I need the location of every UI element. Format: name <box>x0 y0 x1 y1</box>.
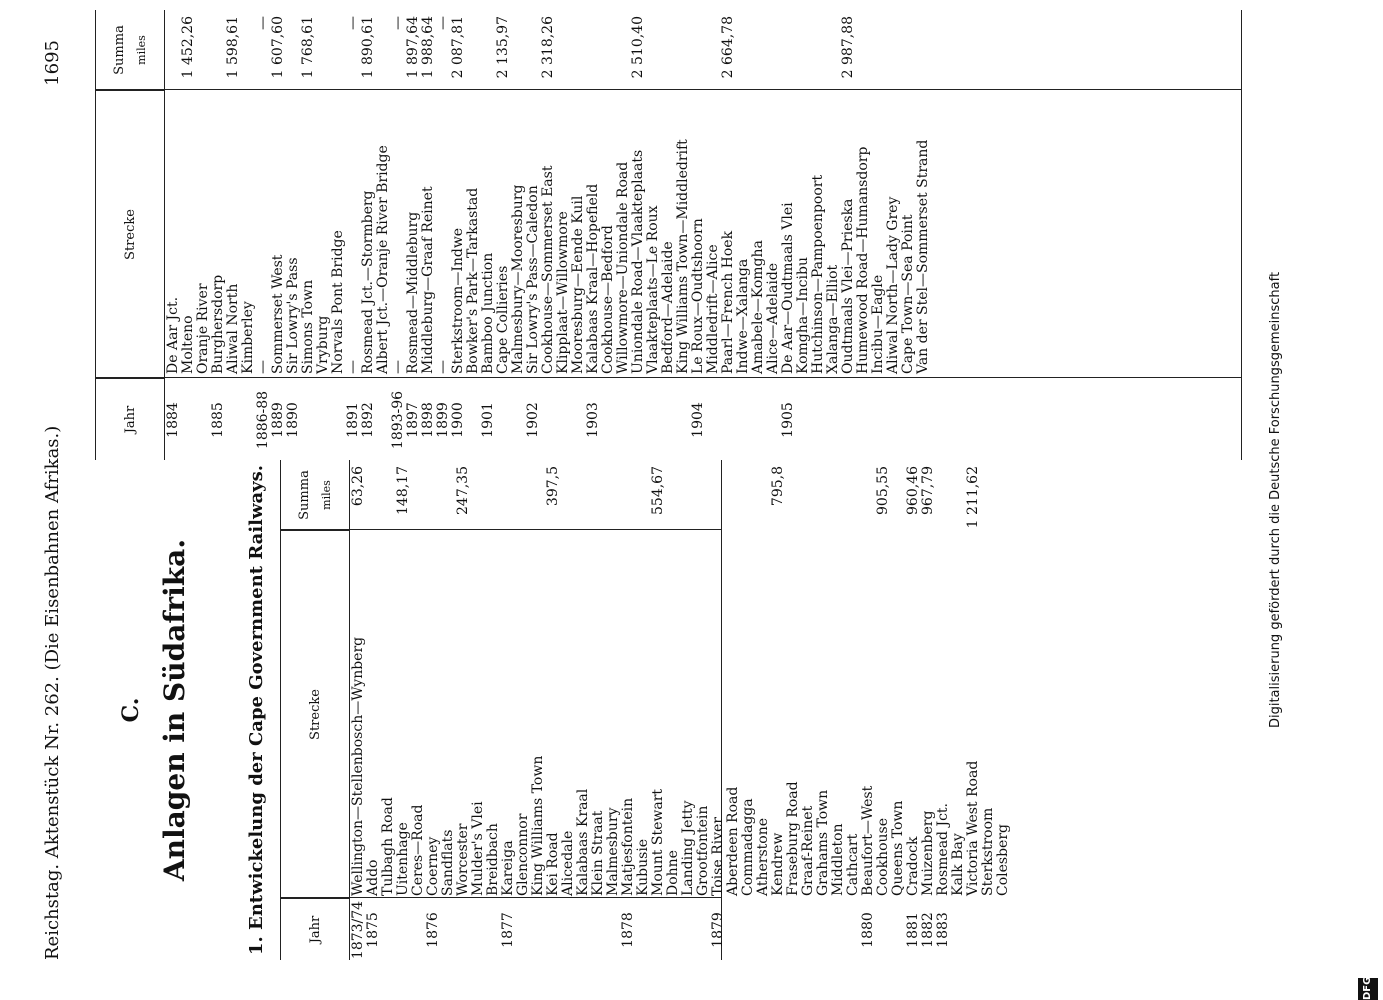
row-route: Bamboo Junction <box>480 252 496 374</box>
row-year: 1904 <box>690 402 706 438</box>
row-route: Simons Town <box>300 279 316 374</box>
row-year: 1892 <box>360 402 376 438</box>
row-sum: — <box>255 16 271 30</box>
table-row <box>391 10 406 460</box>
row-sum: 1 607,60 <box>270 16 286 79</box>
row-sum: 247,35 <box>455 466 471 515</box>
table-row <box>211 10 226 460</box>
row-route: Vryburg <box>315 315 331 374</box>
row-route: Ceres—Road <box>410 804 426 896</box>
table-right-rows <box>166 10 931 460</box>
table-row <box>361 10 376 460</box>
row-sum: — <box>345 16 361 30</box>
row-route: — <box>255 360 271 374</box>
row-route: Worcester <box>455 823 471 896</box>
table-row <box>646 10 661 460</box>
row-year: 1881 <box>905 912 921 948</box>
row-route: Tulbagh Road <box>380 797 396 896</box>
table-row <box>631 10 646 460</box>
table-row <box>901 10 916 460</box>
table-row <box>556 10 571 460</box>
table-row <box>586 10 601 460</box>
row-route: Rosmead Jct. <box>935 802 951 896</box>
col-year: Jahr <box>96 378 164 460</box>
table-row <box>351 460 366 960</box>
table-row <box>376 10 391 460</box>
table-row <box>571 10 586 460</box>
table-row <box>271 10 286 460</box>
col-sum-label: Summa <box>297 470 312 520</box>
table-row <box>411 460 426 960</box>
row-year: 1902 <box>525 402 541 438</box>
row-route: Le Roux—Oudtshoorn <box>690 218 706 374</box>
row-route: Sandflats <box>440 829 456 896</box>
table-row <box>696 460 711 960</box>
row-route: Aberdeen Road <box>725 786 741 896</box>
row-route: Rosmead Jct.—Stormberg <box>360 190 376 374</box>
table-row <box>241 10 256 460</box>
row-route: Kalabaas Kraal <box>575 788 591 896</box>
table-row <box>531 460 546 960</box>
table-left-rows <box>351 460 1011 960</box>
row-route: Cape Town—Sea Point <box>900 214 916 374</box>
table-row <box>456 460 471 960</box>
row-route: Sir Lowry's Pass <box>285 257 301 374</box>
row-year: 1877 <box>500 912 516 948</box>
row-year: 1905 <box>780 402 796 438</box>
table-row <box>996 460 1011 960</box>
table-row <box>516 460 531 960</box>
table-row <box>331 10 346 460</box>
table-row <box>721 10 736 460</box>
table-row <box>801 460 816 960</box>
table-row <box>346 10 361 460</box>
row-sum: 2 510,40 <box>630 16 646 79</box>
table-row <box>486 460 501 960</box>
row-route: Glenconnor <box>515 813 531 896</box>
table-row <box>891 460 906 960</box>
row-route: Mulder's Vlei <box>470 801 486 896</box>
table-row <box>786 460 801 960</box>
table-row <box>921 460 936 960</box>
table-row <box>846 460 861 960</box>
row-sum: — <box>435 16 451 30</box>
row-route: Aliwal North—Lady Grey <box>885 196 901 374</box>
row-sum: 2 135,97 <box>495 16 511 79</box>
row-route: Dohne <box>665 850 681 896</box>
table-row <box>841 10 856 460</box>
table-row <box>781 10 796 460</box>
row-year: 1885 <box>210 402 226 438</box>
row-route: Cathcart <box>845 833 861 896</box>
table-row <box>301 10 316 460</box>
row-sum: 1 890,61 <box>360 16 376 79</box>
row-route: Kalk Bay <box>950 833 966 896</box>
table-left-header <box>281 460 350 960</box>
row-route: Queens Town <box>890 800 906 896</box>
row-route: Middleton <box>830 823 846 896</box>
row-route: Uniondale Road—Vlaakteplaats <box>630 149 646 374</box>
row-sum: 2 087,81 <box>450 16 466 79</box>
row-sum: 1 768,61 <box>300 16 316 79</box>
table-row <box>501 460 516 960</box>
row-sum: 63,26 <box>350 466 366 507</box>
row-route: Landing Jetty <box>680 800 696 896</box>
table-row <box>366 460 381 960</box>
header-left: Reichstag. Aktenstück Nr. 262. (Die Eisenbahnen Afrikas.) <box>42 425 63 960</box>
row-route: Sterkstroom <box>980 807 996 896</box>
table-row <box>766 10 781 460</box>
row-sum: — <box>390 16 406 30</box>
row-sum: 2 318,26 <box>540 16 556 79</box>
row-sum: 1 988,64 <box>420 16 436 79</box>
row-route: Norvals Pont Bridge <box>330 230 346 374</box>
table-row <box>166 10 181 460</box>
row-route: Beaufort—West <box>860 785 876 896</box>
table-row <box>256 10 271 460</box>
row-sum: 148,17 <box>395 466 411 515</box>
row-year: 1897 <box>405 402 421 438</box>
table-row <box>511 10 526 460</box>
row-route: — <box>435 360 451 374</box>
table-left <box>280 460 1011 960</box>
row-route: Alice—Adelaide <box>765 262 781 374</box>
table-row <box>496 10 511 460</box>
table-row <box>691 10 706 460</box>
row-year: 1890 <box>285 402 301 438</box>
row-route: Vlaakteplaats—Le Roux <box>645 205 661 374</box>
table-row <box>421 10 436 460</box>
row-route: Grootfontein <box>695 805 711 896</box>
row-route: Klipplaat—Willowmore <box>555 211 571 374</box>
row-route: Incibu—Eagle <box>870 274 886 374</box>
row-sum: 1 897,64 <box>405 16 421 79</box>
table-row <box>426 460 441 960</box>
row-year: 1886-88 <box>255 390 271 450</box>
row-year: 1903 <box>585 402 601 438</box>
row-route: Paarl—French Hoek <box>720 230 736 374</box>
table-row <box>871 10 886 460</box>
table-row <box>936 460 951 960</box>
table-right <box>95 10 1242 460</box>
digitization-credit: Digitalisierung gefördert durch die Deutsche Forschungsgemeinschaft <box>1268 271 1283 729</box>
table-row <box>966 460 981 960</box>
row-route: Willowmore—Uniondale Road <box>615 161 631 374</box>
table-row <box>711 460 726 960</box>
row-route: Cookhouse <box>875 818 891 896</box>
row-sum: 795,8 <box>770 466 786 507</box>
table-row <box>981 460 996 960</box>
table-row <box>601 10 616 460</box>
table-row <box>561 460 576 960</box>
col-route: Strecke <box>96 90 164 378</box>
row-year: 1882 <box>920 912 936 948</box>
section-subtitle: 1. Entwickelung der Cape Government Railways. <box>246 464 267 956</box>
page-number: 1695 <box>42 40 63 86</box>
row-route: — <box>345 360 361 374</box>
row-route: Humewood Road—Humansdorp <box>855 146 871 374</box>
row-route: Sterkstroom—Indwe <box>450 227 466 374</box>
row-route: Cookhouse—Sommerset East <box>540 165 556 374</box>
row-route: Fraseburg Road <box>785 781 801 896</box>
table-row <box>471 460 486 960</box>
row-year: 1879 <box>710 912 726 948</box>
table-row <box>466 10 481 460</box>
table-row <box>736 10 751 460</box>
table-row <box>831 460 846 960</box>
row-route: King Williams Town—Middledrift <box>675 139 691 374</box>
row-route: Kubusie <box>635 838 651 896</box>
table-row <box>681 460 696 960</box>
row-route: Muizenberg <box>920 810 936 896</box>
table-row <box>591 460 606 960</box>
row-route: Graaf-Reinet <box>800 805 816 896</box>
row-year: 1893-96 <box>390 390 406 450</box>
row-route: Molteno <box>180 315 196 374</box>
table-row <box>481 10 496 460</box>
row-route: Malmesbury <box>605 807 621 896</box>
table-row <box>816 460 831 960</box>
row-year: 1884 <box>165 402 181 438</box>
table-row <box>811 10 826 460</box>
table-row <box>666 460 681 960</box>
row-year: 1901 <box>480 402 496 438</box>
section-letter: C. <box>118 697 144 723</box>
row-sum: 960,46 <box>905 466 921 515</box>
row-route: Grahams Town <box>815 789 831 896</box>
page-header <box>42 40 72 960</box>
row-route: Hutchinson—Pampoenpoort <box>810 174 826 374</box>
row-route: Mooresburg—Eende Kuil <box>570 195 586 374</box>
row-route: Coerney <box>425 836 441 896</box>
table-row <box>651 460 666 960</box>
row-route: Cookhouse—Bedford <box>600 225 616 374</box>
row-route: Uitenhage <box>395 822 411 896</box>
row-sum: 1 452,26 <box>180 16 196 79</box>
row-route: Colesberg <box>995 824 1011 896</box>
row-route: Addo <box>365 859 381 896</box>
row-year: 1898 <box>420 402 436 438</box>
row-year: 1873/74 <box>350 900 366 960</box>
row-route: Malmesbury—Mooresburg <box>510 184 526 374</box>
row-route: Kendrew <box>770 832 786 896</box>
row-sum: 2 987,88 <box>840 16 856 79</box>
row-year: 1876 <box>425 912 441 948</box>
table-row <box>181 10 196 460</box>
row-year: 1875 <box>365 912 381 948</box>
row-route: Mount Stewart <box>650 788 666 896</box>
row-route: Kalabaas Kraal—Hopefield <box>585 183 601 374</box>
row-route: King Williams Town <box>530 755 546 896</box>
table-row <box>526 10 541 460</box>
table-row <box>606 460 621 960</box>
row-route: Kei Road <box>545 832 561 896</box>
col-sum <box>281 460 349 530</box>
row-route: Xalanga—Elliot <box>825 264 841 374</box>
row-route: Wellington—Stellenbosch—Wynberg <box>350 636 366 896</box>
row-route: De Aar—Oudtmaals Vlei <box>780 202 796 374</box>
row-route: Breidbach <box>485 823 501 896</box>
row-year: 1878 <box>620 912 636 948</box>
col-route: Strecke <box>281 530 349 898</box>
table-row <box>226 10 241 460</box>
row-route: Albert Jct.—Oranje River Bridge <box>375 145 391 374</box>
table-row <box>616 10 631 460</box>
row-route: Alicedale <box>560 830 576 896</box>
row-route: Matjesfontein <box>620 797 636 896</box>
row-route: Atherstone <box>755 817 771 896</box>
table-row <box>796 10 811 460</box>
row-route: Indwe—Xalanga <box>735 258 751 374</box>
table-row <box>286 10 301 460</box>
table-row <box>741 460 756 960</box>
table-row <box>856 10 871 460</box>
row-sum: 2 664,78 <box>720 16 736 79</box>
table-row <box>436 10 451 460</box>
table-row <box>771 460 786 960</box>
row-route: Kimberley <box>240 301 256 374</box>
table-row <box>196 10 211 460</box>
table-row <box>396 460 411 960</box>
row-route: Van der Stel—Sommerset Strand <box>915 139 931 374</box>
row-route: Cradock <box>905 836 921 896</box>
table-right-header <box>96 10 165 460</box>
table-row <box>541 10 556 460</box>
row-route: Oranje River <box>195 283 211 374</box>
row-sum: 554,67 <box>650 466 666 515</box>
table-row <box>951 460 966 960</box>
table-row <box>316 10 331 460</box>
row-sum: 1 211,62 <box>965 466 981 529</box>
row-year: 1880 <box>860 912 876 948</box>
table-row <box>546 460 561 960</box>
table-row <box>676 10 691 460</box>
row-sum: 967,79 <box>920 466 936 515</box>
table-row <box>621 460 636 960</box>
row-route: Bowker's Park—Tarkastad <box>465 187 481 374</box>
table-row <box>636 460 651 960</box>
row-route: Bedford—Adelaide <box>660 241 676 374</box>
dfg-logo: DFG <box>1358 978 1378 1000</box>
row-route: Oudtmaals Vlei—Prieska <box>840 198 856 374</box>
row-route: Burghersdorp <box>210 274 226 374</box>
row-sum: 905,55 <box>875 466 891 515</box>
row-route: Middleburg—Graaf Reinet <box>420 186 436 374</box>
row-sum: 1 598,61 <box>225 16 241 79</box>
table-row <box>441 460 456 960</box>
row-route: Victoria West Road <box>965 760 981 896</box>
row-route: Commadagga <box>740 798 756 896</box>
row-year: 1891 <box>345 402 361 438</box>
col-year: Jahr <box>281 898 349 960</box>
col-sum <box>96 10 164 90</box>
table-row <box>861 460 876 960</box>
table-row <box>886 10 901 460</box>
table-row <box>876 460 891 960</box>
table-row <box>916 10 931 460</box>
row-year: 1889 <box>270 402 286 438</box>
section-title: Anlagen in Südafrika. <box>158 538 191 882</box>
table-row <box>576 460 591 960</box>
row-year: 1900 <box>450 402 466 438</box>
row-year: 1883 <box>935 912 951 948</box>
row-year: 1899 <box>435 402 451 438</box>
table-row <box>451 10 466 460</box>
row-route: Toise River <box>710 817 726 896</box>
row-route: Sir Lowry's Pass—Caledon <box>525 185 541 374</box>
row-route: Rosmead—Middleburg <box>405 211 421 374</box>
row-route: — <box>390 360 406 374</box>
row-route: Amabele—Komgha <box>750 240 766 374</box>
table-row <box>751 10 766 460</box>
row-route: Middledrift—Alice <box>705 244 721 374</box>
row-sum: 397,5 <box>545 466 561 507</box>
table-row <box>906 460 921 960</box>
row-route: Klein Straat <box>590 810 606 896</box>
table-row <box>381 460 396 960</box>
table-row <box>726 460 741 960</box>
row-route: Sommerset West <box>270 254 286 374</box>
row-route: Komgha—Incibu <box>795 257 811 374</box>
row-route: Aliwal North <box>225 283 241 374</box>
col-sum-unit: miles <box>135 35 148 65</box>
col-sum-unit: miles <box>320 480 333 510</box>
table-row <box>706 10 721 460</box>
table-row <box>406 10 421 460</box>
table-row <box>661 10 676 460</box>
table-row <box>756 460 771 960</box>
table-row <box>826 10 841 460</box>
row-route: Kareiga <box>500 840 516 896</box>
col-sum-label: Summa <box>112 25 127 75</box>
row-route: De Aar Jct. <box>165 296 181 374</box>
row-route: Cape Collieries <box>495 265 511 374</box>
